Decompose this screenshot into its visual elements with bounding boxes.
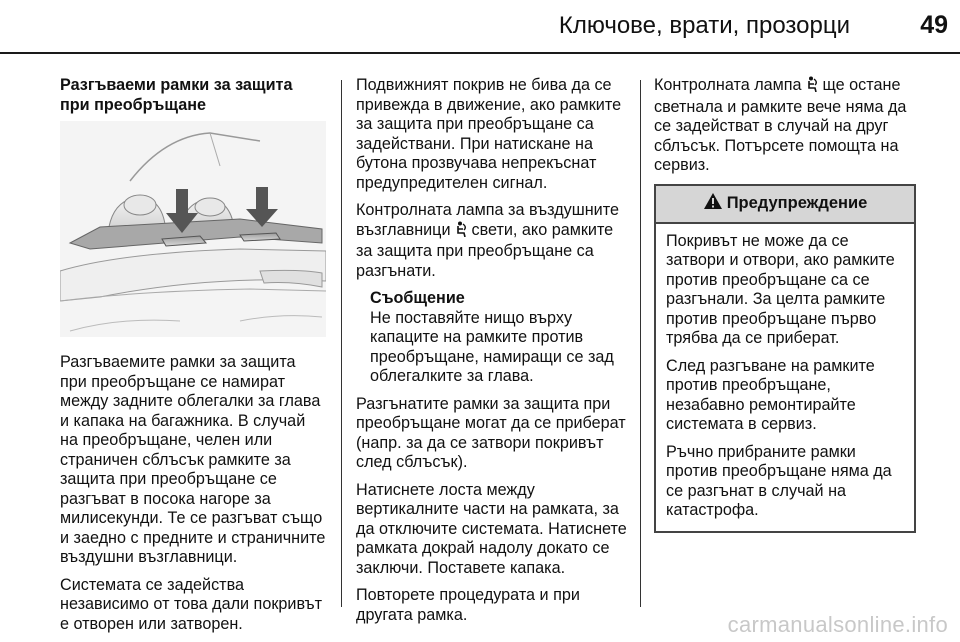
column-divider	[341, 80, 342, 607]
car-rollover-bars-illustration	[60, 121, 326, 337]
note-block	[370, 289, 631, 387]
paragraph: Разгънатите рамки за защита при преобръщане могат да се приберат (напр. за да се затвори покривът след сблъсък).	[356, 394, 626, 471]
column-divider	[640, 80, 641, 607]
warning-paragraph: Покривът не може да се затвори и отвори, ако рамките против преобръщане са се разгънали. За целта рамките против преобръщане първо трябва да се приберат.	[666, 231, 895, 347]
text-run: ще остане светнала и рамките вече няма да се задействат в случай на друг сблъсък. Потърсете помощта на сервиз.	[654, 76, 907, 174]
paragraph: Разгъваемите рамки за защита при преобръщане се намират между задните облегалки за глава и капака на багажника. В случай на преобръщане, челен или страничен сблъсък рамките за защита при преобръщане се разгъват в посока нагоре за милисекунди. Те се разгъват също и заедно с предните и страничните въздушни възглавници.	[60, 353, 326, 566]
warning-triangle-icon	[703, 192, 727, 216]
airbag-seat-icon	[806, 76, 818, 98]
page-header	[0, 0, 960, 52]
warning-box	[654, 184, 916, 533]
paragraph: Системата се задейства независимо от това дали покривът е отворен или затворен.	[60, 575, 323, 633]
text-run: Контролната лампа	[654, 76, 807, 94]
text-run: Контролната лампа за въздушните възглавници	[356, 201, 619, 239]
warning-paragraph: Ръчно прибраните рамки против преобръщане няма да се разгънат в случай на катастрофа.	[666, 442, 892, 519]
watermark: carmanualsonline.info	[727, 612, 948, 637]
paragraph: Повторете процедурата и при другата рамка.	[356, 586, 580, 624]
warning-body	[656, 224, 914, 531]
warning-header	[656, 186, 914, 224]
warning-title: Предупреждение	[726, 193, 868, 212]
warning-paragraph: След разгъване на рамките против преобръщане, незабавно ремонтирайте системата в сервиз.	[666, 356, 875, 433]
note-text: Не поставяйте нищо върху капаците на рамките против преобръщане, намиращи се зад облегалките за глава.	[370, 308, 614, 385]
page-number: 49	[920, 11, 948, 39]
column-1	[60, 76, 326, 642]
column-3	[654, 76, 916, 533]
note-title: Съобщение	[370, 289, 465, 307]
paragraph: Натиснете лоста между вертикалните части на рамката, за да отключите системата. Натиснете рамката докрай надолу докато се заключи. Поставете капака.	[356, 480, 627, 577]
paragraph	[356, 201, 631, 281]
airbag-seat-icon	[455, 221, 467, 243]
column-2	[356, 76, 631, 633]
header-rule	[0, 52, 960, 54]
section-title: Ключове, врати, прозорци	[558, 12, 850, 39]
text-run: свети, ако рамките за защита при преобръщане са разгънати.	[356, 220, 614, 280]
paragraph: Подвижният покрив не бива да се привежда в движение, ако рамките за защита при преобръщане са задействани. При натискане на бутона прозвучава непрекъснат предупредителен сигнал.	[356, 76, 622, 192]
section-heading: Разгъваеми рамки за защита при преобръщане	[60, 76, 293, 114]
paragraph	[654, 76, 916, 176]
